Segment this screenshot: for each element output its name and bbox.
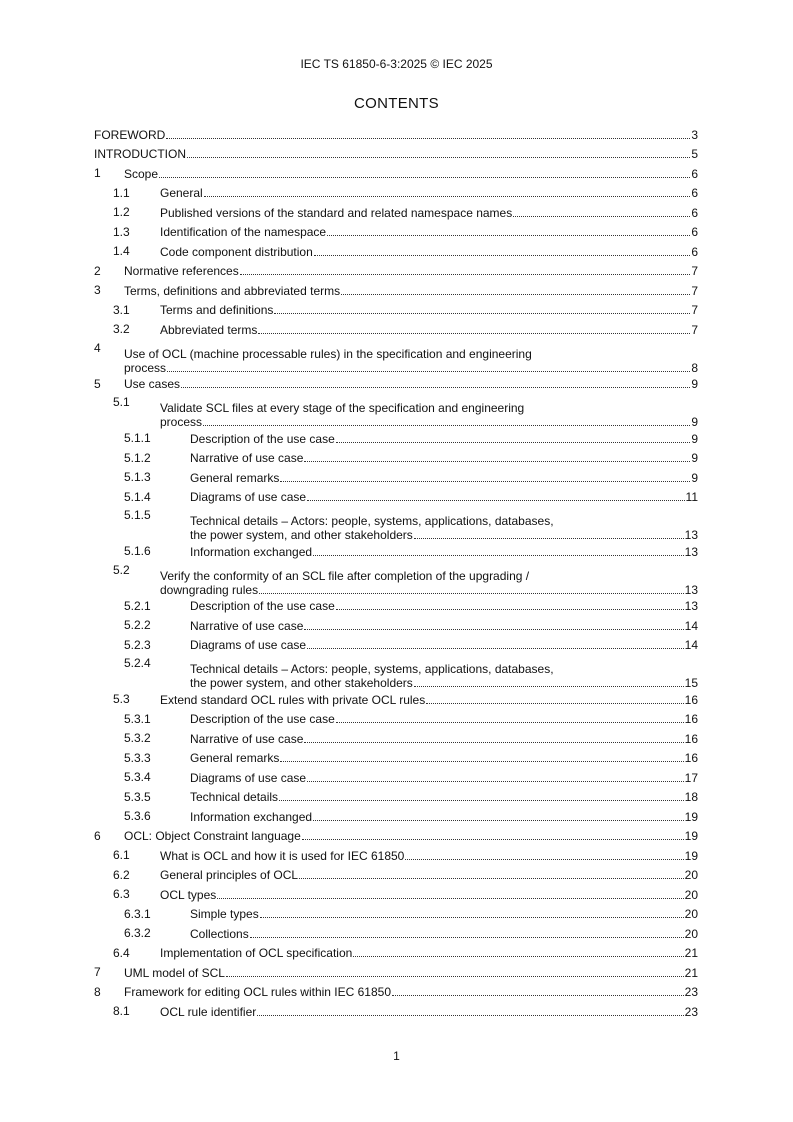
toc-entry-page: 13 xyxy=(684,528,698,542)
toc-leader-dots xyxy=(279,800,684,801)
toc-entry[interactable] xyxy=(94,827,698,847)
toc-entry-page: 13 xyxy=(684,544,698,559)
toc-entry-page: 9 xyxy=(691,431,698,446)
toc-entry-number: 5.1.5 xyxy=(124,508,151,522)
toc-entry-number: 6.3.2 xyxy=(124,926,151,940)
toc-entry-title: Technical details – Actors: people, systems, applications, databases, xyxy=(190,514,554,528)
toc-entry-page: 18 xyxy=(684,790,698,805)
toc-entry[interactable] xyxy=(94,655,698,690)
toc-entry-title: Normative references xyxy=(124,264,239,279)
toc-entry-title: UML model of SCL xyxy=(124,965,225,980)
toc-entry[interactable] xyxy=(94,846,698,866)
toc-entry-title: Description of the use case xyxy=(190,431,335,446)
toc-entry-number: 6.4 xyxy=(113,945,130,960)
toc-entry-number: 8 xyxy=(94,984,101,999)
toc-entry-page: 16 xyxy=(684,712,698,727)
toc-leader-dots xyxy=(313,555,684,556)
toc-entry-page: 3 xyxy=(691,127,698,142)
toc-entry-title: Information exchanged xyxy=(190,544,313,559)
toc-entry[interactable] xyxy=(94,125,698,145)
document-header: IEC TS 61850-6-3:2025 © IEC 2025 xyxy=(300,57,493,71)
toc-leader-dots xyxy=(336,609,684,610)
toc-entry-title: Technical details – Actors: people, systems, applications, databases, xyxy=(190,662,554,676)
toc-entry[interactable] xyxy=(94,184,698,204)
toc-entry-page: 6 xyxy=(691,166,698,181)
toc-entry-title: Use of OCL (machine processable rules) in the specification and engineering xyxy=(124,346,532,361)
toc-entry-page: 14 xyxy=(684,638,698,653)
toc-entry[interactable] xyxy=(94,468,698,488)
toc-entry-title: Diagrams of use case xyxy=(190,770,307,785)
toc-entry-number: 1.2 xyxy=(113,205,130,219)
toc-entry-title: General remarks xyxy=(190,470,280,485)
toc-entry-number: 5.2.2 xyxy=(124,618,151,632)
toc-leader-dots xyxy=(327,235,690,236)
toc-entry-number: 5.1.2 xyxy=(124,450,151,465)
toc-leader-dots xyxy=(405,859,683,860)
toc-entry-title: Narrative of use case xyxy=(190,731,304,746)
toc-entry-number: 5.1.4 xyxy=(124,489,151,504)
toc-entry-number: 4 xyxy=(94,340,101,355)
toc-entry-title: Diagrams of use case xyxy=(190,490,307,505)
toc-entry-title: General principles of OCL xyxy=(160,868,299,883)
toc-leader-dots xyxy=(414,538,684,539)
toc-entry-page: 21 xyxy=(684,965,698,980)
toc-entry[interactable] xyxy=(94,768,698,788)
toc-leader-dots xyxy=(250,937,684,938)
toc-entry-page: 11 xyxy=(685,490,698,505)
toc-entry-number: 1.3 xyxy=(113,224,130,239)
toc-entry-page: 6 xyxy=(691,205,698,220)
toc-entry-number: 5.1.1 xyxy=(124,431,151,445)
toc-entry-number: 6 xyxy=(94,828,101,843)
toc-leader-dots xyxy=(259,593,684,594)
toc-entry-number: 3.1 xyxy=(113,302,130,317)
toc-entry[interactable] xyxy=(94,866,698,886)
toc-leader-dots xyxy=(187,157,690,158)
toc-entry-title: General remarks xyxy=(190,751,280,766)
toc-entry-number: 7 xyxy=(94,965,101,979)
toc-entry-title: Simple types xyxy=(190,907,259,922)
toc-entry[interactable] xyxy=(94,281,698,301)
toc-entry[interactable] xyxy=(94,429,698,449)
toc-entry[interactable] xyxy=(94,710,698,730)
toc-entry-number: 5.1.3 xyxy=(124,470,151,484)
toc-entry[interactable] xyxy=(94,729,698,749)
toc-entry-title: Terms and definitions xyxy=(160,303,274,318)
toc-entry-title-continued: process xyxy=(124,360,167,375)
toc-entry[interactable] xyxy=(94,616,698,636)
toc-leader-dots xyxy=(240,274,691,275)
toc-entry[interactable] xyxy=(94,944,698,964)
toc-entry-page: 19 xyxy=(684,829,698,844)
toc-entry-title: FOREWORD xyxy=(94,127,166,142)
toc-entry-title: Identification of the namespace xyxy=(160,225,327,240)
toc-entry-title: INTRODUCTION xyxy=(94,147,186,162)
toc-entry-title: Use cases xyxy=(124,377,181,392)
toc-entry-number: 5.2.3 xyxy=(124,637,151,652)
toc-entry[interactable] xyxy=(94,924,698,944)
toc-entry-number: 3.2 xyxy=(113,322,130,336)
toc-entry-page: 9 xyxy=(691,377,698,392)
toc-leader-dots xyxy=(166,138,690,139)
toc-entry-title: Diagrams of use case xyxy=(190,638,307,653)
toc-entry-title: OCL: Object Constraint language xyxy=(124,829,301,844)
toc-leader-dots xyxy=(513,216,690,217)
toc-entry-number: 6.2 xyxy=(113,867,130,882)
toc-entry-page: 13 xyxy=(684,599,698,614)
toc-leader-dots xyxy=(226,976,684,977)
toc-leader-dots xyxy=(336,722,684,723)
toc-entry-page: 7 xyxy=(691,264,698,279)
toc-entry-number: 1.1 xyxy=(113,185,130,200)
toc-entry-page: 7 xyxy=(691,283,698,298)
toc-entry-page: 23 xyxy=(684,1004,698,1019)
toc-leader-dots xyxy=(302,839,684,840)
toc-leader-dots xyxy=(304,629,683,630)
toc-entry-number: 5.2.4 xyxy=(124,656,151,670)
toc-leader-dots xyxy=(304,461,690,462)
toc-entry-title-continued: downgrading rules xyxy=(160,582,259,597)
toc-entry-page: 21 xyxy=(684,946,698,961)
toc-entry-page: 9 xyxy=(691,470,698,485)
toc-entry[interactable] xyxy=(94,164,698,184)
toc-leader-dots xyxy=(307,500,684,501)
toc-entry[interactable] xyxy=(94,301,698,321)
toc-entry-page: 8 xyxy=(691,360,698,375)
toc-leader-dots xyxy=(304,742,683,743)
toc-entry-page: 7 xyxy=(691,322,698,337)
toc-entry[interactable] xyxy=(94,690,698,710)
toc-entry-number: 5.2 xyxy=(113,562,130,577)
toc-entry[interactable] xyxy=(94,749,698,769)
toc-leader-dots xyxy=(181,387,690,388)
toc-entry-number: 5.3 xyxy=(113,692,130,706)
toc-entry[interactable] xyxy=(94,394,698,429)
toc-entry[interactable] xyxy=(94,1002,698,1022)
toc-entry-number: 5.3.5 xyxy=(124,789,151,804)
toc-entry[interactable] xyxy=(94,507,698,542)
toc-entry-page: 20 xyxy=(684,868,698,883)
toc-entry-page: 23 xyxy=(684,985,698,1000)
toc-entry-title: Narrative of use case xyxy=(190,451,304,466)
toc-entry-title: Extend standard OCL rules with private OCL rules xyxy=(160,692,426,707)
toc-entry-page: 16 xyxy=(684,692,698,707)
toc-entry-title: Verify the conformity of an SCL file after completion of the upgrading / xyxy=(160,568,530,583)
toc-entry[interactable] xyxy=(94,597,698,617)
toc-leader-dots xyxy=(280,761,683,762)
toc-entry-number: 5.3.1 xyxy=(124,711,151,726)
toc-entry[interactable] xyxy=(94,885,698,905)
toc-leader-dots xyxy=(307,648,684,649)
toc-entry-title: Validate SCL files at every stage of the specification and engineering xyxy=(160,401,525,415)
toc-entry-page: 5 xyxy=(691,147,698,162)
page-number: 1 xyxy=(393,1049,400,1063)
toc-entry-number: 2 xyxy=(94,263,101,278)
toc-entry[interactable] xyxy=(94,242,698,262)
toc-entry-number: 5.2.1 xyxy=(124,598,151,613)
toc-entry-number: 1 xyxy=(94,166,101,180)
toc-entry-title: Published versions of the standard and related namespace names xyxy=(160,205,513,220)
toc-entry[interactable] xyxy=(94,320,698,340)
toc-entry-title: Information exchanged xyxy=(190,809,313,824)
toc-entry[interactable] xyxy=(94,449,698,469)
toc-entry[interactable] xyxy=(94,375,698,395)
toc-entry-title: Abbreviated terms xyxy=(160,322,258,337)
toc-entry[interactable] xyxy=(94,562,698,597)
toc-entry-title-continued: the power system, and other stakeholders xyxy=(190,676,413,690)
toc-entry-number: 6.1 xyxy=(113,848,130,862)
toc-entry[interactable] xyxy=(94,788,698,808)
toc-entry-page: 6 xyxy=(691,225,698,240)
toc-entry-title-continued: the power system, and other stakeholders xyxy=(190,528,413,542)
toc-entry-title: OCL types xyxy=(160,887,217,902)
toc-entry-number: 3 xyxy=(94,283,101,297)
toc-entry-number: 5 xyxy=(94,376,101,391)
toc-entry-page: 16 xyxy=(684,731,698,746)
toc-entry[interactable] xyxy=(94,262,698,282)
toc-entry-page: 20 xyxy=(684,887,698,902)
toc-leader-dots xyxy=(167,371,690,372)
toc-entry[interactable] xyxy=(94,542,698,562)
toc-entry-title: Narrative of use case xyxy=(190,618,304,633)
toc-entry-title: Terms, definitions and abbreviated terms xyxy=(124,283,341,298)
toc-entry-page: 13 xyxy=(684,582,698,597)
toc-entry-title: Code component distribution xyxy=(160,244,313,259)
toc-entry-title: Implementation of OCL specification xyxy=(160,946,353,961)
toc-entry-page: 20 xyxy=(684,907,698,922)
toc-leader-dots xyxy=(353,956,683,957)
toc-entry[interactable] xyxy=(94,905,698,925)
toc-leader-dots xyxy=(274,313,690,314)
toc-entry-page: 14 xyxy=(684,618,698,633)
toc-entry-number: 5.3.3 xyxy=(124,750,151,765)
toc-leader-dots xyxy=(414,686,684,687)
toc-entry-number: 1.4 xyxy=(113,244,130,258)
toc-leader-dots xyxy=(217,898,683,899)
toc-entry-number: 5.3.4 xyxy=(124,770,151,784)
toc-leader-dots xyxy=(307,781,684,782)
toc-leader-dots xyxy=(314,255,691,256)
toc-entry-page: 6 xyxy=(691,186,698,201)
toc-entry[interactable] xyxy=(94,636,698,656)
toc-entry-title: Scope xyxy=(124,166,159,181)
toc-entry-title: OCL rule identifier xyxy=(160,1004,257,1019)
toc-entry-page: 9 xyxy=(691,415,698,429)
toc-leader-dots xyxy=(203,425,690,426)
toc-leader-dots xyxy=(313,820,684,821)
toc-entry-title: Collections xyxy=(190,926,249,941)
toc-entry[interactable] xyxy=(94,145,698,165)
toc-entry-page: 20 xyxy=(684,926,698,941)
toc-leader-dots xyxy=(159,177,690,178)
page-title: CONTENTS xyxy=(354,95,439,112)
toc-entry-number: 5.1.6 xyxy=(124,544,151,558)
toc-entry-title: General xyxy=(160,186,203,201)
toc-entry[interactable] xyxy=(94,340,698,375)
toc-entry-page: 17 xyxy=(684,770,698,785)
toc-entry-page: 15 xyxy=(684,676,698,690)
toc-entry-page: 16 xyxy=(684,751,698,766)
toc-entry-number: 8.1 xyxy=(113,1004,130,1018)
toc-entry-title: Technical details xyxy=(190,790,279,805)
toc-entry-number: 6.3 xyxy=(113,887,130,901)
toc-entry-page: 9 xyxy=(691,451,698,466)
toc-entry[interactable] xyxy=(94,807,698,827)
toc-entry-number: 5.1 xyxy=(113,395,130,409)
toc-entry[interactable] xyxy=(94,983,698,1003)
toc-entry[interactable] xyxy=(94,203,698,223)
toc-entry-page: 19 xyxy=(684,848,698,863)
toc-leader-dots xyxy=(260,917,684,918)
toc-entry[interactable] xyxy=(94,488,698,508)
toc-entry-title: What is OCL and how it is used for IEC 61850 xyxy=(160,848,405,863)
toc-entry[interactable] xyxy=(94,223,698,243)
toc-leader-dots xyxy=(426,703,683,704)
toc-entry-page: 7 xyxy=(691,303,698,318)
toc-entry-page: 6 xyxy=(691,244,698,259)
toc-entry-title: Description of the use case xyxy=(190,599,335,614)
toc-entry-page: 19 xyxy=(684,809,698,824)
toc-entry-number: 5.3.6 xyxy=(124,809,151,823)
table-of-contents xyxy=(94,125,698,1022)
toc-leader-dots xyxy=(336,442,691,443)
toc-leader-dots xyxy=(258,333,690,334)
toc-leader-dots xyxy=(280,481,690,482)
toc-entry-title: Description of the use case xyxy=(190,712,335,727)
toc-entry-title: Framework for editing OCL rules within IEC 61850 xyxy=(124,985,391,1000)
toc-leader-dots xyxy=(204,196,691,197)
toc-entry-title-continued: process xyxy=(160,415,203,429)
toc-leader-dots xyxy=(257,1015,683,1016)
toc-leader-dots xyxy=(341,294,690,295)
toc-leader-dots xyxy=(299,878,684,879)
toc-leader-dots xyxy=(392,995,684,996)
toc-entry-number: 6.3.1 xyxy=(124,906,151,921)
toc-entry-number: 5.3.2 xyxy=(124,731,151,745)
toc-entry[interactable] xyxy=(94,963,698,983)
